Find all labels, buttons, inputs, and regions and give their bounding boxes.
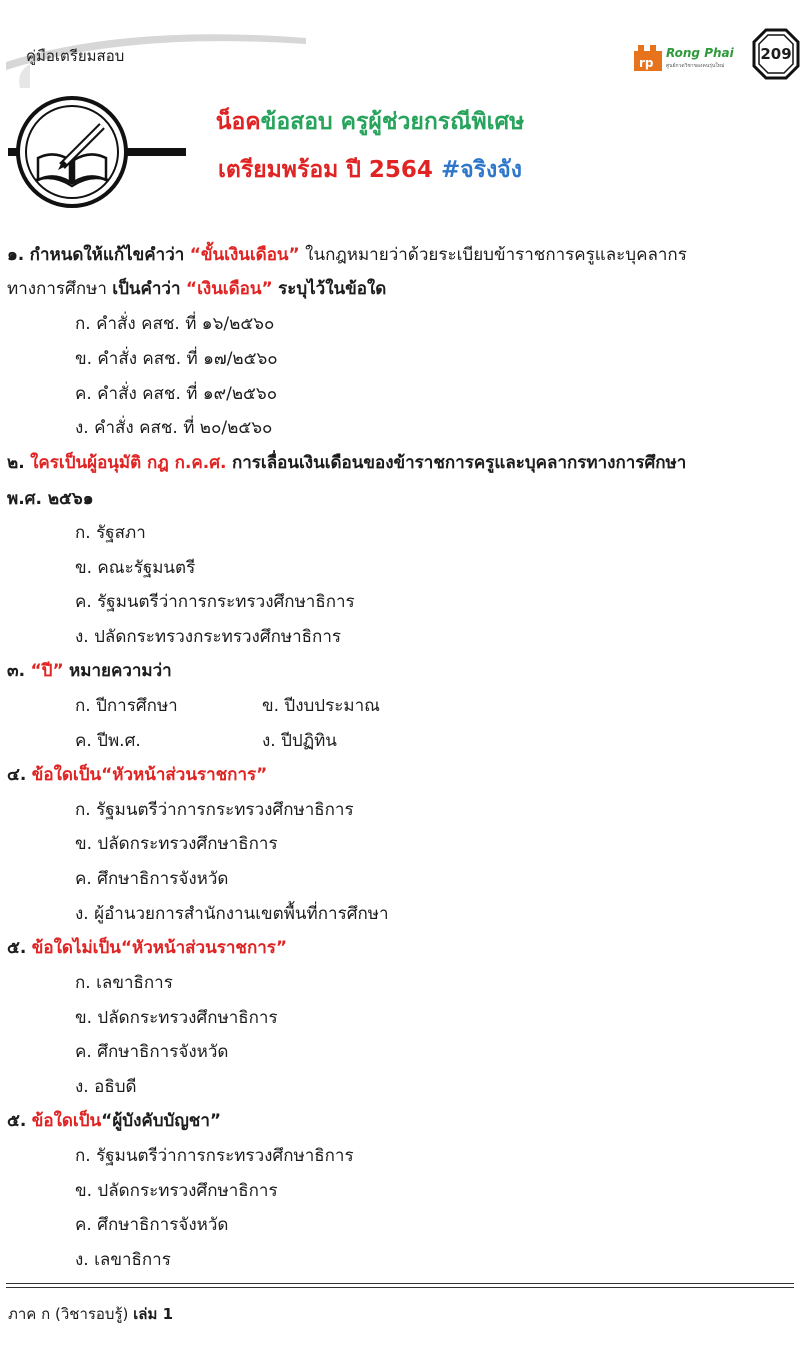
footer [8,1302,173,1326]
question-highlight: ใครเป็นผู้อนุมัติ กฎ ก.ค.ศ. [30,453,227,473]
option: ก. ปีการศึกษา [75,696,178,716]
question-1-line1 [7,241,687,268]
question-text: เป็นคำว่า [112,279,181,299]
logo-subtext: ศูนย์กวดวิชาของคนรุ่นใหม่ [666,63,725,69]
question-6-line1 [7,1107,221,1134]
footer-divider [6,1287,794,1288]
question-3-line1 [7,657,172,684]
banner-title-line1 [180,104,560,140]
question-5-line1 [7,934,287,961]
option: ก. รัฐสภา [75,523,146,543]
question-number: ๒. [7,453,25,473]
option: ค. ศึกษาธิการจังหวัด [75,1042,229,1062]
option: ก. รัฐมนตรีว่าการกระทรวงศึกษาธิการ [75,1146,354,1166]
option: ค. ศึกษาธิการจังหวัด [75,869,229,889]
question-text: ในกฎหมายว่าด้วยระเบียบข้าราชการครูและบุคลากร [305,245,687,265]
question-text: หมายความว่า [69,661,172,681]
question-text: “ผู้บังคับบัญชา” [101,1111,222,1131]
option: ค. คำสั่ง คสช. ที่ ๑๙/๒๕๖๐ [75,384,278,404]
option: ข. ปลัดกระทรวงศึกษาธิการ [75,1008,278,1028]
option: ข. ปีงบประมาณ [262,696,380,716]
option: ก. คำสั่ง คสช. ที่ ๑๖/๒๕๖๐ [75,314,275,334]
question-text: ระบุไว้ในข้อใด [278,279,387,299]
option: ง. ปีปฏิทิน [262,731,337,751]
question-2-line2: พ.ศ. ๒๕๖๑ [7,489,94,509]
option: ง. ผู้อำนวยการสำนักงานเขตพื้นที่การศึกษา [75,904,389,924]
question-highlight: ข้อใดเป็น [31,1111,102,1131]
question-highlight: ข้อใดไม่เป็น“หัวหน้าส่วนราชการ” [31,938,288,958]
question-number: ๔. [7,765,27,785]
logo-text: Rong Phai [666,46,734,60]
question-highlight: ข้อใดเป็น“หัวหน้าส่วนราชการ” [31,765,268,785]
banner-line2-blue: #จริงจัง [440,157,522,183]
footer-divider [6,1283,794,1284]
option: ง. ปลัดกระทรวงกระทรวงศึกษาธิการ [75,627,342,647]
option: ข. คณะรัฐมนตรี [75,558,196,578]
option: ข. ปลัดกระทรวงศึกษาธิการ [75,1181,278,1201]
question-text: ทางการศึกษา [7,279,107,299]
option: ข. ปลัดกระทรวงศึกษาธิการ [75,834,278,854]
question-number: ๓. [7,661,26,681]
option: ง. คำสั่ง คสช. ที่ ๒๐/๒๕๖๐ [75,418,273,438]
question-text: การเลื่อนเงินเดือนของข้าราชการครูและบุคลากรทางการศึกษา [231,453,687,473]
page-number: 209 [760,45,792,63]
footer-part: ภาค ก [8,1305,51,1323]
question-4-line1 [7,761,267,788]
option: ก. รัฐมนตรีว่าการกระทรวงศึกษาธิการ [75,800,354,820]
question-highlight: “เงินเดือน” [185,279,273,299]
banner-title-line2 [180,152,560,188]
option: ง. อธิบดี [75,1077,137,1097]
option: ค. ปีพ.ศ. [75,731,141,751]
question-number: ๕. [7,938,27,958]
svg-text:rp: rp [639,56,654,70]
question-number: ๑. [7,245,25,265]
question-1-line2 [7,275,386,302]
option: ง. เลขาธิการ [75,1250,171,1270]
banner-line1-red: น็อค [215,109,261,135]
banner-line1-green: ข้อสอบ ครูผู้ช่วยกรณีพิเศษ [260,109,525,135]
footer-subject: (วิชารอบรู้) [54,1305,129,1323]
option: ค. รัฐมนตรีว่าการกระทรวงศึกษาธิการ [75,592,355,612]
option: ข. คำสั่ง คสช. ที่ ๑๗/๒๕๖๐ [75,349,278,369]
question-text: กำหนดให้แก้ไขคำว่า [29,245,185,265]
question-highlight: “ปี” [30,661,64,681]
footer-volume: เล่ม 1 [133,1305,174,1323]
book-pencil-icon [8,96,186,208]
banner-line2-red: เตรียมพร้อม ปี 2564 [218,157,441,183]
question-2-line1 [7,449,686,476]
question-highlight: “ขั้นเงินเดือน” [189,245,300,265]
question-number: ๕. [7,1111,27,1131]
header-title: คู่มือเตรียมสอบ [26,47,125,65]
option: ค. ศึกษาธิการจังหวัด [75,1215,229,1235]
option: ก. เลขาธิการ [75,973,173,993]
